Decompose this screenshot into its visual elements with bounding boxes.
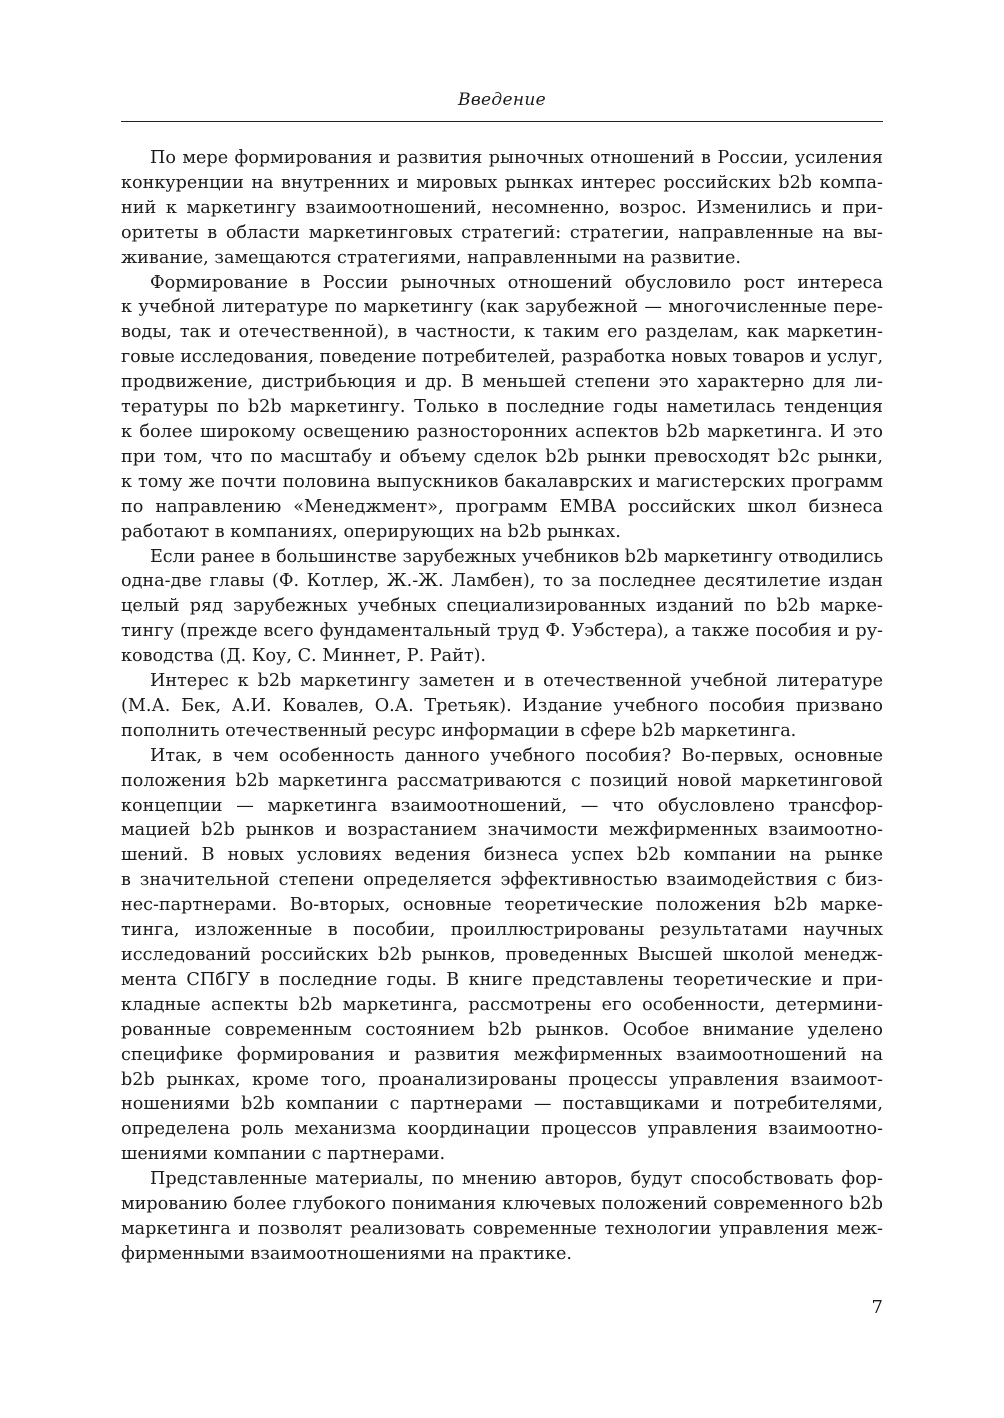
text-line: ководства (Д. Коу, С. Миннет, Р. Райт). — [121, 646, 487, 667]
text-line: мацией b2b рынков и возрастанием значимости межфирменных взаимоотно- — [121, 820, 883, 841]
text-line: оритеты в области маркетинговых стратегий: стратегии, направленные на вы- — [121, 222, 883, 243]
page-number: 7 — [871, 1297, 883, 1318]
text-line: к более широкому освещению разносторонних аспектов b2b маркетинга. И это — [121, 421, 883, 442]
text-line: тингу (прежде всего фундаментальный труд Ф. Уэбстера), а также пособия и ру- — [121, 621, 883, 642]
text-line: в значительной степени определяется эффективностью взаимодействия с биз- — [121, 870, 883, 891]
text-line: кладные аспекты b2b маркетинга, рассмотрены его особенности, детермини- — [121, 994, 883, 1015]
text-line: мента СПбГУ в последние годы. В книге представлены теоретические и при- — [121, 969, 883, 990]
running-head: Введение — [458, 90, 546, 110]
text-line: Формирование в России рыночных отношений обусловило рост интереса — [150, 272, 883, 293]
paragraph — [121, 744, 883, 1167]
text-line: Представленные материалы, по мнению авторов, будут способствовать фор- — [150, 1169, 883, 1190]
paragraph — [121, 146, 883, 271]
text-line: к учебной литературе по маркетингу (как зарубежной — многочисленные пере- — [121, 297, 883, 318]
text-line: исследований российских b2b рынков, проведенных Высшей школой менедж- — [121, 945, 883, 965]
text-line: По мере формирования и развития рыночных отношений в России, усиления — [150, 148, 883, 168]
text-line: Если ранее в большинстве зарубежных учебников b2b маркетингу отводились — [150, 546, 883, 567]
text-line: говые исследования, поведение потребителей, разработка новых товаров и услуг, — [121, 347, 883, 368]
text-line: определена роль механизма координации процессов управления взаимоотно- — [121, 1119, 883, 1140]
header-rule — [121, 121, 883, 122]
text-line: Итак, в чем особенность данного учебного пособия? Во-первых, основные — [150, 745, 883, 766]
text-line: одна-две главы (Ф. Котлер, Ж.-Ж. Ламбен), то за последнее десятилетие издан — [121, 571, 883, 592]
body-text — [121, 146, 883, 1267]
text-line: специфике формирования и развития межфирменных взаимоотношений на — [121, 1044, 883, 1065]
text-line: маркетинга и позволят реализовать современные технологии управления меж- — [121, 1218, 883, 1239]
text-line: конкуренции на внутренних и мировых рынках интерес российских b2b компа- — [121, 172, 883, 193]
text-line: целый ряд зарубежных учебных специализированных изданий по b2b марке- — [121, 596, 883, 617]
text-line: положения b2b маркетинга рассматриваются с позиций новой маркетинговой — [121, 770, 883, 791]
text-line: мированию более глубокого понимания ключевых положений современного b2b — [121, 1194, 883, 1215]
text-line: нес-партнерами. Во-вторых, основные теоретические положения b2b марке- — [121, 895, 883, 916]
text-line: тературы по b2b маркетингу. Только в последние годы наметилась тенденция — [121, 397, 883, 418]
paragraph — [121, 271, 883, 545]
text-line: по направлению «Менеджмент», программ EMBA российских школ бизнеса — [121, 496, 883, 517]
text-line: (М.А. Бек, А.И. Ковалев, О.А. Третьяк). Издание учебного пособия призвано — [121, 695, 883, 716]
text-line: Интерес к b2b маркетингу заметен и в отечественной учебной литературе — [150, 671, 883, 692]
text-line: воды, так и отечественной), в частности, к таким его разделам, как маркетин- — [121, 322, 883, 343]
paragraph — [121, 669, 883, 744]
text-line: пополнить отечественный ресурс информации в сфере b2b маркетинга. — [121, 720, 797, 741]
text-line: работают в компаниях, оперирующих на b2b рынках. — [121, 521, 621, 542]
text-line: рованные современным состоянием b2b рынков. Особое внимание уделено — [121, 1019, 883, 1040]
paragraph — [121, 545, 883, 670]
text-line: тинга, изложенные в пособии, проиллюстрированы результатами научных — [121, 920, 883, 941]
text-line: живание, замещаются стратегиями, направленными на развитие. — [121, 247, 741, 268]
paragraph — [121, 1167, 883, 1267]
text-line: концепции — маркетинга взаимоотношений, — что обусловлено трансфор- — [121, 795, 883, 816]
text-line: продвижение, дистрибьюция и др. В меньшей степени это характерно для ли- — [121, 372, 883, 393]
text-line: ношениями b2b компании с партнерами — поставщиками и потребителями, — [121, 1094, 883, 1115]
text-line: ний к маркетингу взаимоотношений, несомненно, возрос. Изменились и при- — [121, 197, 883, 218]
text-line: шений. В новых условиях ведения бизнеса успех b2b компании на рынке — [121, 845, 883, 866]
text-line: фирменными взаимоотношениями на практике. — [121, 1243, 573, 1264]
text-line: при том, что по масштабу и объему сделок b2b рынки превосходят b2c рынки, — [121, 446, 883, 467]
text-line: b2b рынках, кроме того, проанализированы процессы управления взаимоот- — [121, 1069, 883, 1090]
text-line: шениями компании с партнерами. — [121, 1144, 446, 1165]
text-line: к тому же почти половина выпускников бакалаврских и магистерских программ — [121, 471, 883, 492]
